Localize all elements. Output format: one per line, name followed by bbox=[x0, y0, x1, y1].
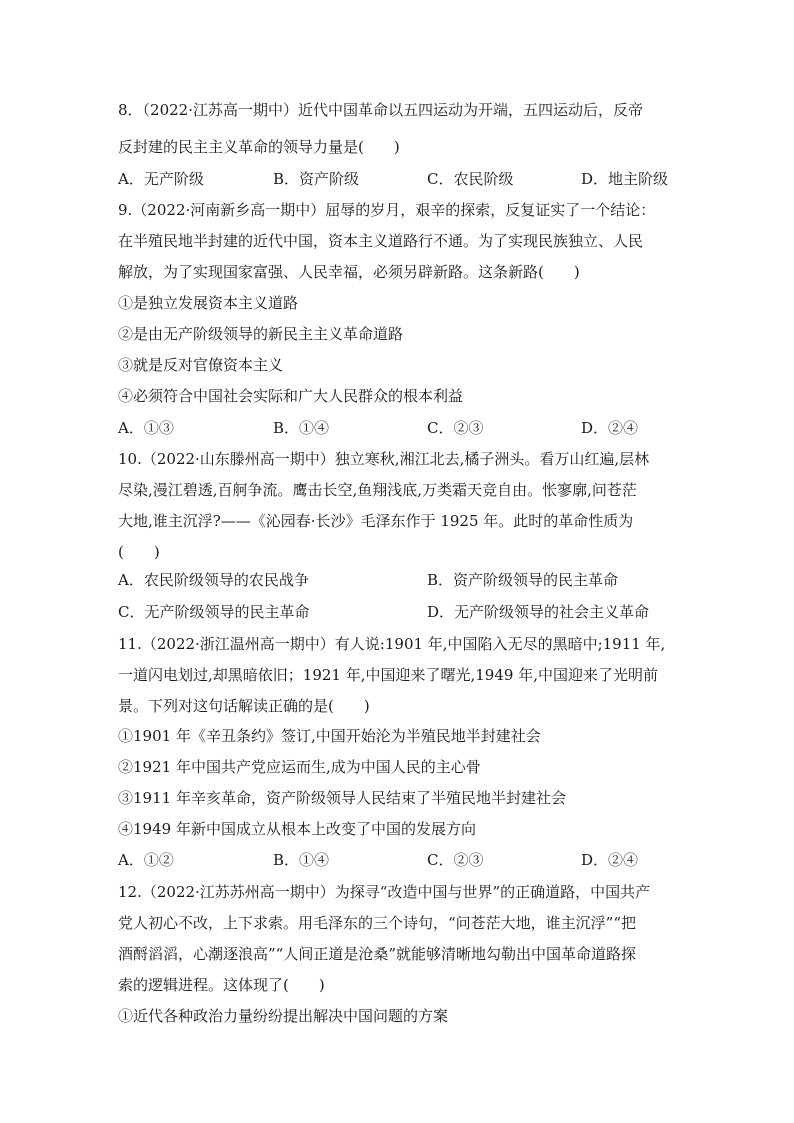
q11-statement-3: ③1911 年辛亥革命，资产阶级领导人民结束了半殖民地半封建社会 bbox=[118, 789, 566, 807]
q11-stem-line-3: 景。下列对这句话解读正确的是( ) bbox=[118, 697, 370, 715]
q10-stem-line-1: 10.（2022·山东滕州高一期中）独立寒秋,湘江北去,橘子洲头。看万山红遍,层林 bbox=[118, 450, 650, 468]
q9-option-b: B．①④ bbox=[273, 419, 330, 437]
q11-stem-line-1: 11.（2022·浙江温州高一期中）有人说:1901 年,中国陷入无尽的黑暗中;1911 年, bbox=[118, 635, 666, 653]
q9-stem-line-1: 9.（2022·河南新乡高一期中）屈辱的岁月，艰辛的探索，反复证实了一个结论： bbox=[118, 201, 656, 219]
q11-statement-1: ①1901 年《辛丑条约》签订,中国开始沦为半殖民地半封建社会 bbox=[118, 727, 541, 745]
q12-stem-line-4: 索的逻辑进程。这体现了( ) bbox=[118, 976, 325, 994]
q12-stem-line-1: 12.（2022·江苏苏州高一期中）为探寻“改造中国与世界”的正确道路，中国共产 bbox=[118, 883, 651, 901]
q9-statement-4: ④必须符合中国社会实际和广大人民群众的根本利益 bbox=[118, 387, 464, 405]
q8-option-a: A．无产阶级 bbox=[118, 170, 204, 188]
q12-stem-line-3: 酒酹滔滔，心潮逐浪高”“人间正道是沧桑”就能够清晰地勾勒出中国革命道路探 bbox=[118, 945, 637, 963]
q10-option-a: A．农民阶级领导的农民战争 bbox=[118, 571, 309, 589]
q11-option-b: B．①④ bbox=[273, 851, 330, 869]
q11-statement-4: ④1949 年新中国成立从根本上改变了中国的发展方向 bbox=[118, 820, 476, 838]
q8-stem-line-1: 8．（2022·江苏高一期中）近代中国革命以五四运动为开端，五四运动后，反帝 bbox=[118, 101, 643, 119]
q8-option-b: B．资产阶级 bbox=[273, 170, 360, 188]
q9-statement-2: ②是由无产阶级领导的新民主主义革命道路 bbox=[118, 325, 404, 343]
q9-statement-1: ①是独立发展资本主义道路 bbox=[118, 294, 299, 312]
q9-statement-3: ③就是反对官僚资本主义 bbox=[118, 356, 284, 374]
q11-option-a: A．①② bbox=[118, 851, 174, 869]
q11-option-c: C．②③ bbox=[427, 851, 484, 869]
q9-option-c: C．②③ bbox=[427, 419, 484, 437]
q10-option-c: C．无产阶级领导的民主革命 bbox=[118, 603, 310, 621]
q11-option-d: D．②④ bbox=[581, 851, 639, 869]
q9-stem-line-2: 在半殖民地半封建的近代中国，资本主义道路行不通。为了实现民族独立、人民 bbox=[118, 232, 644, 250]
q9-option-a: A．①③ bbox=[118, 419, 174, 437]
q12-statement-1: ①近代各种政治力量纷纷提出解决中国问题的方案 bbox=[118, 1007, 449, 1025]
q10-option-d: D．无产阶级领导的社会主义革命 bbox=[427, 603, 650, 621]
q8-option-c: C．农民阶级 bbox=[427, 170, 514, 188]
q9-option-d: D．②④ bbox=[581, 419, 639, 437]
q10-stem-line-4: ( ) bbox=[118, 543, 160, 561]
q11-stem-line-2: 一道闪电划过,却黑暗依旧；1921 年,中国迎来了曙光,1949 年,中国迎来了光明前 bbox=[118, 666, 658, 684]
q8-stem-line-2: 反封建的民主主义革命的领导力量是( ) bbox=[118, 138, 400, 156]
q11-statement-2: ②1921 年中国共产党应运而生,成为中国人民的主心骨 bbox=[118, 758, 481, 776]
q10-stem-line-3: 大地,谁主沉浮?——《沁园春·长沙》毛泽东作于 1925 年。此时的革命性质为 bbox=[118, 512, 634, 530]
q10-stem-line-2: 尽染,漫江碧透,百舸争流。鹰击长空,鱼翔浅底,万类霜天竞自由。怅寥廓,问苍茫 bbox=[118, 481, 637, 499]
q10-option-b: B．资产阶级领导的民主革命 bbox=[427, 571, 619, 589]
q8-option-d: D．地主阶级 bbox=[581, 170, 669, 188]
q9-stem-line-3: 解放，为了实现国家富强、人民幸福，必须另辟新路。这条新路( ) bbox=[118, 263, 580, 281]
q12-stem-line-2: 党人初心不改，上下求索。用毛泽东的三个诗句，“问苍茫大地，谁主沉浮”“把 bbox=[118, 914, 637, 932]
